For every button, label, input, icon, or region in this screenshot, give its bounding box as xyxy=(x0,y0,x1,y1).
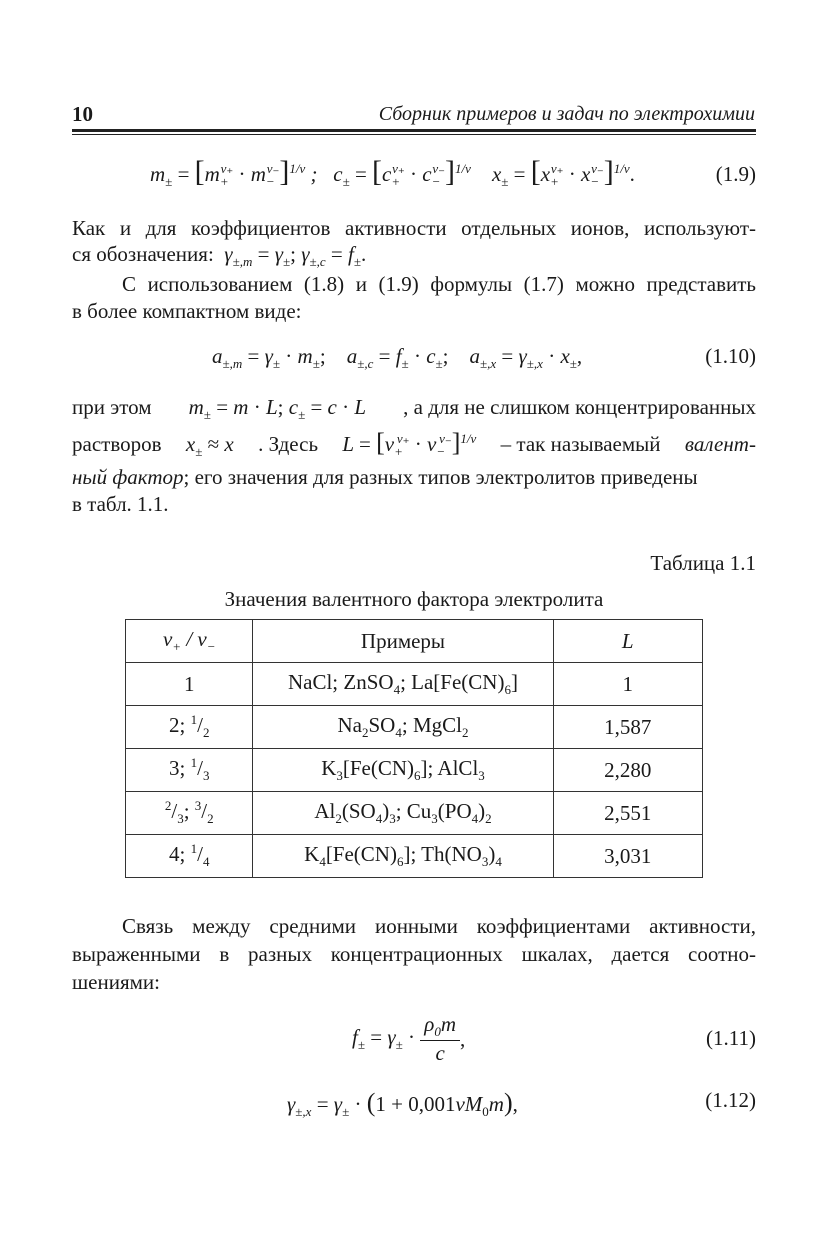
cell-L: 3,031 xyxy=(553,835,703,878)
para3-l2-mid: . Здесь xyxy=(258,432,319,456)
para4-line3: шениями: xyxy=(72,970,160,994)
para2-line1: С использованием (1.8) и (1.9) формулы (1.7) можно представить xyxy=(122,272,756,296)
para3-l2-end: – так называемый xyxy=(500,432,661,456)
header-ratio: $\nu_+ / \nu_-$ xyxy=(126,620,253,663)
table-header-row xyxy=(126,620,703,663)
table-label: Таблица 1.1 xyxy=(650,551,756,575)
equation-number-1-9: (1.9) xyxy=(715,162,756,186)
cell-examples: $K_3[Fe(CN)_6]$; AlCl$_3$ xyxy=(253,749,553,792)
cell-L: 2,280 xyxy=(553,749,703,792)
page-number: 10 xyxy=(72,102,93,126)
para3-l1-end: , а для не слишком концентрированных xyxy=(403,395,756,419)
cell-L: 2,551 xyxy=(553,792,703,835)
para3-line1: при этом $m_\pm = m \cdot L$; $c_\pm = c \cdot L$ , а для не слишком концентрированных xyxy=(72,395,756,423)
header-examples: Примеры xyxy=(253,620,553,663)
table-row xyxy=(126,792,703,835)
cell-L: 1,587 xyxy=(553,706,703,749)
cell-ratio: 2; $^1/_2$ xyxy=(126,706,253,749)
equation-1-11: $f_\pm = \gamma_\pm$ · $\rho_0m$ c , xyxy=(352,1012,466,1066)
para3-line3 xyxy=(72,465,698,490)
equation-number-1-10: (1.10) xyxy=(705,344,756,368)
equation-1-9: $m_\pm = [m_+^{\nu_+} \cdot m_-^{\nu_-}]^{1/\nu}$ ; $c_\pm = [c_+^{\nu_+} \cdot c_-^{\nu_-}]^{1/\nu}$ $x_\pm = [x_+^{\nu_+} \cdot x_-^{\nu_-}]^{1/\nu}$. xyxy=(150,155,635,190)
para2-line2: в более компактном виде: xyxy=(72,299,302,323)
para3-l2-italic: валент- xyxy=(684,432,756,456)
cell-examples: NaCl; ZnSO$_4$; $La[Fe(CN)_6]$ xyxy=(253,663,553,706)
cell-ratio: 1 xyxy=(126,663,253,706)
table-row xyxy=(126,706,703,749)
equation-number-1-11: (1.11) xyxy=(706,1026,756,1050)
equation-1-12: $\gamma_{\pm,x} = \gamma_\pm \cdot (1 + 0,001\nu M_0m)$, xyxy=(287,1088,518,1120)
cell-examples: $K_4[Fe(CN)_6]$; $Th(NO_3)_4$ xyxy=(253,835,553,878)
cell-ratio: 3; $^1/_3$ xyxy=(126,749,253,792)
para1-line2: ся обозначения: $\gamma_{\pm,m} = \gamma_\pm$; $\gamma_{\pm,c} = f_\pm$. xyxy=(72,242,367,270)
header-L: L xyxy=(553,620,703,663)
table-row xyxy=(126,749,703,792)
para4-line1: Связь между средними ионными коэффициентами активности, xyxy=(122,914,756,938)
header-rule-thin xyxy=(72,134,756,135)
cell-ratio: $^2/_3$; $^3/_2$ xyxy=(126,792,253,835)
cell-ratio: 4; $^1/_4$ xyxy=(126,835,253,878)
para1-line2-text: ся обозначения: xyxy=(72,242,214,266)
para1-line1: Как и для коэффициентов активности отдельных ионов, используют- xyxy=(72,216,756,240)
table-caption: Значения валентного фактора электролита xyxy=(224,587,604,611)
para3-l3-rest: ; его значения для разных типов электролитов приведены xyxy=(183,465,698,489)
para3-line4: в табл. 1.1. xyxy=(72,492,169,516)
cell-L: 1 xyxy=(553,663,703,706)
valence-factor-table xyxy=(125,619,703,878)
running-header-title: Сборник примеров и задач по электрохимии xyxy=(378,103,755,125)
equation-1-10: $a_{\pm,m} = \gamma_\pm \cdot m_\pm$; $a_{\pm,c} = f_\pm \cdot c_\pm$; $a_{\pm,x} = \gamma_{\pm,x} \cdot x_\pm$, xyxy=(212,344,583,372)
para3-l2-start: растворов xyxy=(72,432,162,456)
table-row xyxy=(126,663,703,706)
para4-line2: выраженными в разных концентрационных шкалах, дается соотно- xyxy=(72,942,756,966)
cell-examples: $Al_2(SO_4)_3$; $Cu_3(PO_4)_2$ xyxy=(253,792,553,835)
para3-line2: растворов $x_\pm \approx x$ . Здесь $L = [\nu_+^{\nu_+} \cdot \nu_-^{\nu_-}]^{1/\nu}$ – так называемый валент- xyxy=(72,428,756,460)
para3-l3-italic: ный фактор xyxy=(72,465,184,489)
cell-examples: $Na_2SO_4$; MgCl$_2$ xyxy=(253,706,553,749)
equation-number-1-12: (1.12) xyxy=(705,1088,756,1112)
header-rule xyxy=(72,129,756,132)
para3-l1-start: при этом xyxy=(72,395,152,419)
table-row xyxy=(126,835,703,878)
